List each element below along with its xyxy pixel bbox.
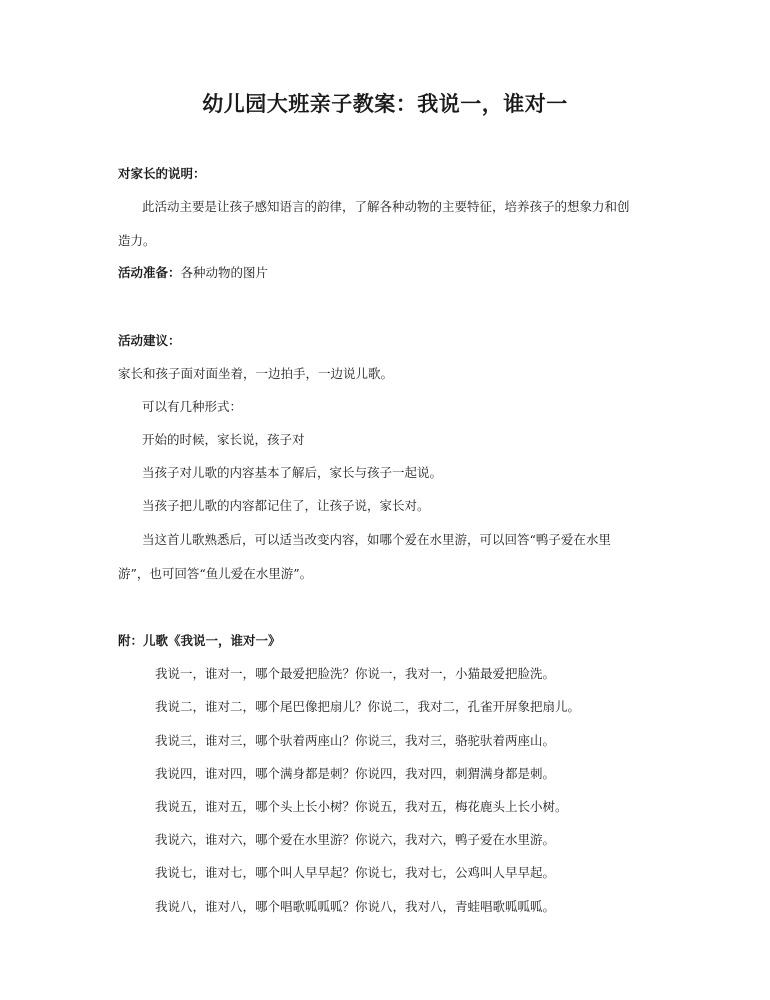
form-item: 开始的时候，家长说，孩子对 <box>142 432 305 447</box>
suggest-intro: 家长和孩子面对面坐着，一边拍手，一边说儿歌。 <box>118 366 394 381</box>
verse-line: 我说二，谁对二，哪个尾巴像把扇儿？你说二，我对二，孔雀开屏象把扇儿。 <box>155 699 581 714</box>
verse-line: 我说六，谁对六，哪个爱在水里游？你说六，我对六，鸭子爱在水里游。 <box>155 832 556 847</box>
appendix-heading: 附：儿歌《我说一，谁对一》 <box>118 633 281 648</box>
verse-line: 我说一，谁对一，哪个最爱把脸洗？你说一，我对一，小猫最爱把脸洗。 <box>155 666 556 681</box>
note-paragraph-line-1: 此活动主要是让孩子感知语言的韵律，了解各种动物的主要特征，培养孩子的想象力和创 <box>142 199 630 214</box>
form-item: 当孩子对儿歌的内容基本了解后，家长与孩子一起说。 <box>142 465 443 480</box>
prep-line <box>118 265 268 281</box>
verse-line: 我说三，谁对三，哪个驮着两座山？你说三，我对三，骆驼驮着两座山。 <box>155 733 556 748</box>
note-paragraph-line-2: 造力。 <box>118 233 156 248</box>
verse-line: 我说五，谁对五，哪个头上长小树？你说五，我对五，梅花鹿头上长小树。 <box>155 799 568 814</box>
prep-label: 活动准备： <box>118 265 181 280</box>
verse-line: 我说四，谁对四，哪个满身都是刺？你说四，我对四，刺猬满身都是刺。 <box>155 766 556 781</box>
verse-line: 我说八，谁对八，哪个唱歌呱呱呱？你说八，我对八，青蛙唱歌呱呱呱。 <box>155 899 556 914</box>
document-title: 幼儿园大班亲子教案：我说一，谁对一 <box>202 91 568 116</box>
variation-line-2: 游”，也可回答“鱼儿爱在水里游”。 <box>118 566 313 581</box>
verse-line: 我说七，谁对七，哪个叫人早早起？你说七，我对七，公鸡叫人早早起。 <box>155 865 556 880</box>
prep-text: 各种动物的图片 <box>180 265 269 280</box>
variation-line-1: 当这首儿歌熟悉后，可以适当改变内容，如哪个爱在水里游，可以回答“鸭子爱在水里 <box>142 532 611 547</box>
note-heading: 对家长的说明： <box>118 166 206 181</box>
suggest-heading: 活动建议： <box>118 333 181 348</box>
form-item: 当孩子把儿歌的内容都记住了，让孩子说，家长对。 <box>142 498 430 513</box>
forms-intro: 可以有几种形式： <box>142 399 243 414</box>
